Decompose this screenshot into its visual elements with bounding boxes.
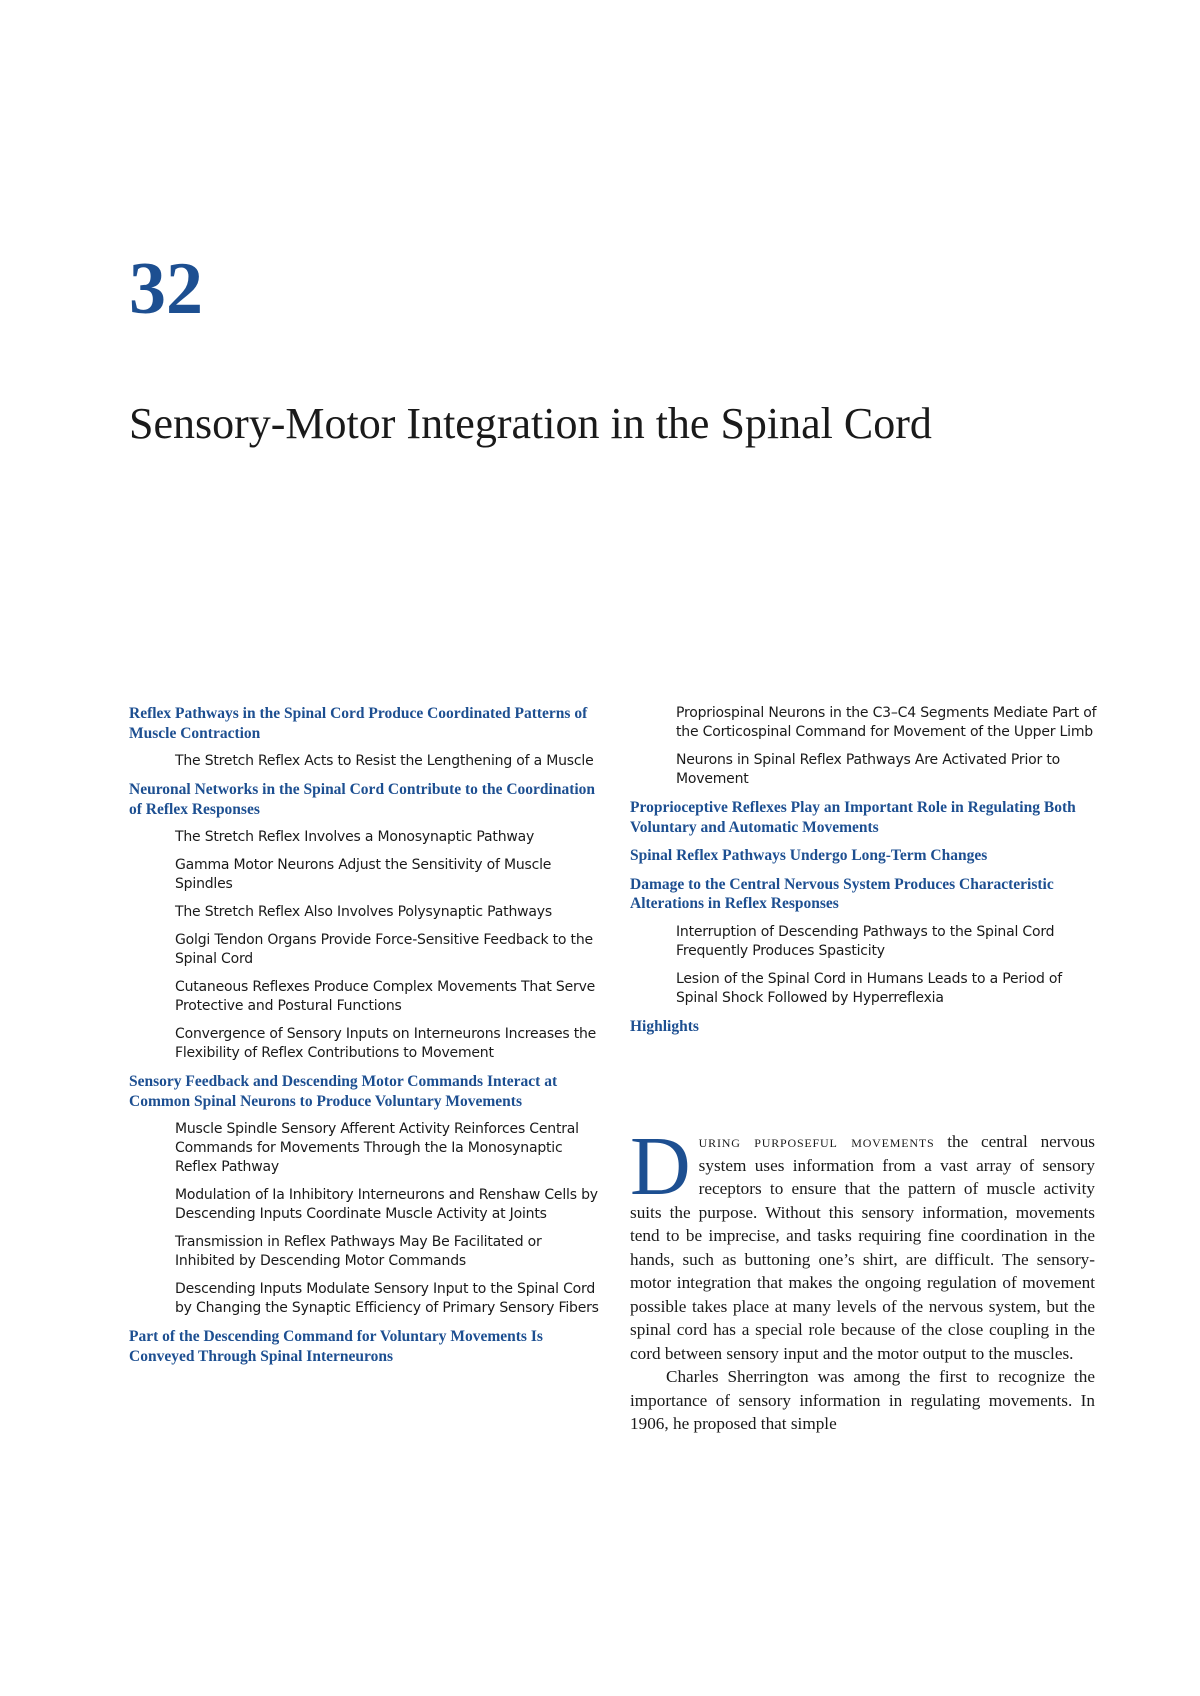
toc-section-heading: Damage to the Central Nervous System Produces Characteristic Alterations in Reflex Responses (630, 875, 1054, 912)
toc-subsection-entry: Modulation of Ia Inhibitory Interneurons and Renshaw Cells by Descending Inputs Coordinate Muscle Activity at Joints (175, 1187, 598, 1222)
chapter-title: Sensory-Motor Integration in the Spinal Cord (129, 399, 932, 448)
table-of-contents-left (129, 704, 599, 1375)
toc-subsection-entry: The Stretch Reflex Acts to Resist the Lengthening of a Muscle (175, 753, 594, 769)
toc-subsection-entry: Lesion of the Spinal Cord in Humans Leads to a Period of Spinal Shock Followed by Hyperreflexia (676, 970, 1063, 1006)
toc-section-heading: Neuronal Networks in the Spinal Cord Contribute to the Coordination of Reflex Responses (129, 781, 596, 818)
toc-subsection-entry: The Stretch Reflex Involves a Monosynaptic Pathway (175, 829, 535, 845)
toc-subsection-entry: Transmission in Reflex Pathways May Be Facilitated or Inhibited by Descending Motor Commands (175, 1234, 542, 1269)
toc-subsection-entry: Interruption of Descending Pathways to the Spinal Cord Frequently Produces Spasticity (676, 923, 1055, 959)
toc-subsection-entry: Golgi Tendon Organs Provide Force-Sensitive Feedback to the Spinal Cord (175, 932, 593, 967)
toc-section-heading: Reflex Pathways in the Spinal Cord Produce Coordinated Patterns of Muscle Contraction (129, 705, 588, 742)
toc-subsection-entry: Propriospinal Neurons in the C3–C4 Segments Mediate Part of the Corticospinal Command for Movement of the Upper Limb (676, 705, 1097, 740)
opening-paragraph-text: the central nervous system uses information from a vast array of sensory receptors to ensure that the pattern of muscle activity suits the purpose. Without this sensory information, movements tend to be imprecise, and tasks requiring fine coordination in the hands, such as buttoning one’s shirt, are difficult. The sensory-motor integration that makes the ongoing regulation of movement possible takes place at many levels of the nervous system, but the spinal cord has a special role because of the close coupling in the cord between sensory input and the motor output to the muscles. (630, 1132, 1095, 1363)
opening-paragraph (630, 1120, 1095, 1365)
toc-subsection-entry: Gamma Motor Neurons Adjust the Sensitivity of Muscle Spindles (175, 857, 552, 892)
drop-cap: D (630, 1120, 691, 1213)
toc-subsection-entry: Descending Inputs Modulate Sensory Input to the Spinal Cord by Changing the Synaptic Efficiency of Primary Sensory Fibers (175, 1281, 599, 1316)
toc-section-heading: Highlights (630, 1017, 699, 1035)
toc-section-heading: Part of the Descending Command for Voluntary Movements Is Conveyed Through Spinal Interneurons (129, 1328, 543, 1365)
chapter-body (630, 1120, 1095, 1436)
toc-subsection-entry: Cutaneous Reflexes Produce Complex Movements That Serve Protective and Postural Functions (175, 979, 596, 1014)
toc-section-heading: Spinal Reflex Pathways Undergo Long-Term Changes (630, 847, 988, 864)
lead-in-smallcaps: uring purposeful movements (698, 1132, 935, 1151)
toc-subsection-entry: The Stretch Reflex Also Involves Polysynaptic Pathways (175, 904, 552, 920)
toc-subsection-entry: Muscle Spindle Sensory Afferent Activity Reinforces Central Commands for Movements Through the Ia Monosynaptic Reflex Pathway (175, 1121, 579, 1175)
toc-section-heading: Sensory Feedback and Descending Motor Commands Interact at Common Spinal Neurons to Produce Voluntary Movements (129, 1073, 558, 1110)
second-paragraph: Charles Sherrington was among the first to recognize the importance of sensory information in regulating movements. In 1906, he proposed that simple (630, 1367, 1095, 1433)
toc-subsection-entry: Convergence of Sensory Inputs on Interneurons Increases the Flexibility of Reflex Contributions to Movement (175, 1026, 597, 1061)
toc-subsection-entry: Neurons in Spinal Reflex Pathways Are Activated Prior to Movement (676, 752, 1060, 787)
chapter-number: 32 (129, 248, 203, 330)
table-of-contents-right (630, 704, 1100, 1045)
toc-section-heading: Proprioceptive Reflexes Play an Important Role in Regulating Both Voluntary and Automatic Movements (630, 799, 1076, 836)
